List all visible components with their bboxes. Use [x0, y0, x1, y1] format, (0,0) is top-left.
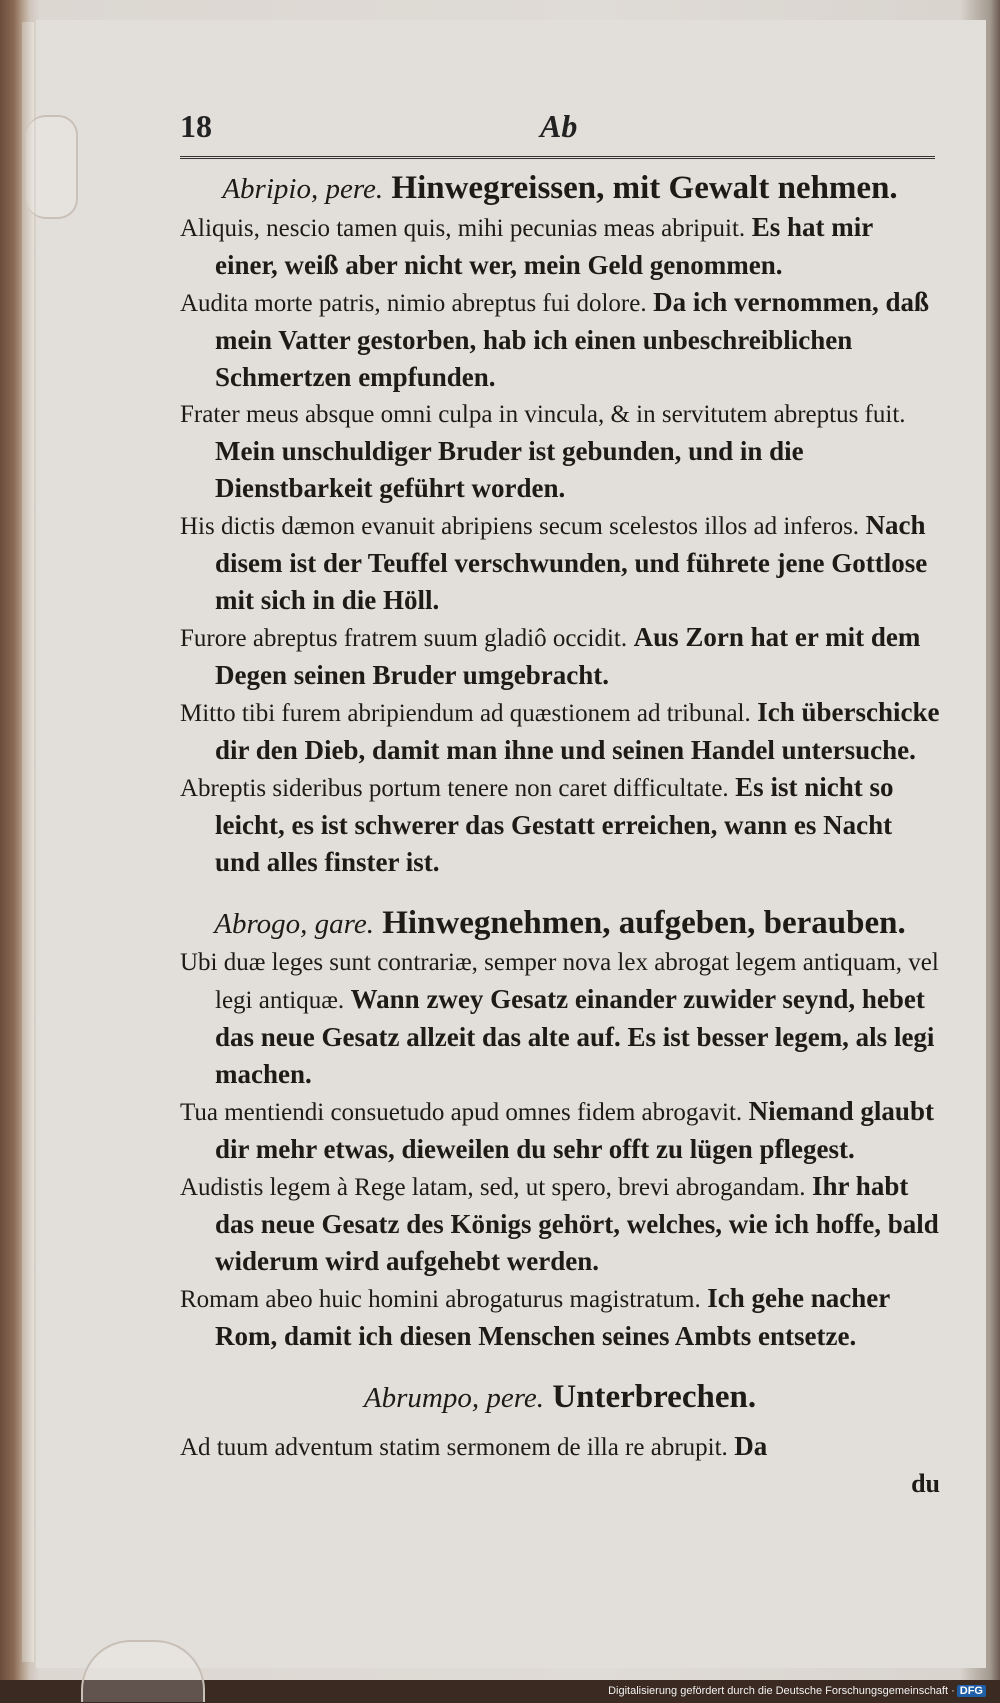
- latin-text: Aliquis, nescio tamen quis, mihi pecunias meas abripuit.: [180, 215, 746, 242]
- running-head: Ab: [540, 108, 578, 144]
- german-text: Wann zwey Gesatz einander zuwider seynd, hebet das neue Gesatz allzeit das alte auf. Es ist besser legem, als legi machen.: [215, 984, 935, 1089]
- latin-text: Audita morte patris, nimio abreptus fui dolore.: [180, 290, 647, 317]
- german-text: Niemand glaubt dir mehr etwas, dieweilen du sehr offt zu lügen pflegest.: [215, 1096, 934, 1164]
- german-text: Ich überschicke dir den Dieb, damit man ihne und seinen Handel untersuche.: [215, 697, 940, 765]
- headword-lemma: Abrogo, gare.: [214, 908, 375, 940]
- german-text: Da: [734, 1431, 768, 1461]
- german-text: Ihr habt das neue Gesatz des Königs gehört, welches, wie ich hoffe, bald widerum wird aufgehebt werden.: [215, 1171, 939, 1276]
- headword-abrogo: [180, 903, 940, 944]
- latin-text: Furore abreptus fratrem suum gladiô occidit.: [180, 625, 628, 652]
- headword-abripio: [180, 168, 940, 209]
- example-entry: [180, 769, 940, 881]
- latin-text: Audistis legem à Rege latam, sed, ut spero, brevi abrogandam.: [180, 1174, 806, 1201]
- page-header: [180, 108, 935, 158]
- page-clip-bottom: [81, 1640, 205, 1702]
- example-entry: [180, 507, 940, 619]
- german-text: Ich gehe nacher Rom, damit ich diesen Menschen seines Ambts entsetze.: [215, 1283, 890, 1351]
- latin-text: Mitto tibi furem abripiendum ad quæstionem ad tribunal.: [180, 700, 751, 727]
- header-rule: [180, 156, 935, 159]
- headword-lemma: Abripio, pere.: [222, 173, 384, 205]
- page-clip-top: [26, 115, 78, 219]
- latin-text: Frater meus absque omni culpa in vincula, & in servitutem abreptus fuit.: [180, 401, 906, 428]
- german-text: Es ist nicht so leicht, es ist schwerer das Gestatt erreichen, wann es Nacht und alles finster ist.: [215, 772, 894, 877]
- latin-text: His dictis dæmon evanuit abripiens secum scelestos illos ad inferos.: [180, 513, 860, 540]
- example-entry: [180, 209, 940, 284]
- example-entry: [180, 284, 940, 396]
- credit-text: Digitalisierung gefördert durch die Deutsche Forschungsgemeinschaft ·: [608, 1685, 955, 1697]
- latin-text: Ad tuum adventum statim sermonem de illa re abrupit.: [180, 1434, 728, 1461]
- latin-text: Ubi duæ leges sunt contrariæ, semper nova lex abrogat legem antiquam, vel legi antiquæ.: [180, 949, 939, 1014]
- page-number: 18: [180, 108, 212, 144]
- example-entry: [180, 1280, 940, 1355]
- german-text: Nach disem ist der Teuffel verschwunden, und führete jene Gottlose mit sich in die Höll.: [215, 510, 928, 615]
- headword-lemma: Abrumpo, pere.: [363, 1382, 545, 1414]
- headword-abrumpo: [180, 1377, 940, 1418]
- dictionary-text: [180, 168, 940, 1502]
- german-text: Da ich vernommen, daß mein Vatter gestorben, hab ich einen unbeschreiblichen Schmertzen empfunden.: [215, 287, 930, 392]
- dfg-logo: DFG: [957, 1685, 986, 1697]
- catchword: du: [911, 1469, 940, 1498]
- example-entry: [180, 694, 940, 769]
- example-entry: [180, 396, 940, 507]
- latin-text: Romam abeo huic homini abrogaturus magistratum.: [180, 1286, 701, 1313]
- headword-meaning: Hinwegreissen, mit Gewalt nehmen.: [391, 170, 898, 206]
- example-entry: [180, 944, 940, 1093]
- example-entry: [180, 1093, 940, 1168]
- german-text: Mein unschuldiger Bruder ist gebunden, und in die Dienstbarkeit geführt worden.: [215, 436, 804, 503]
- latin-text: Tua mentiendi consuetudo apud omnes fidem abrogavit.: [180, 1099, 743, 1126]
- example-entry: [180, 1168, 940, 1280]
- example-entry: [180, 619, 940, 694]
- headword-meaning: Hinwegnehmen, aufgeben, berauben.: [382, 905, 906, 941]
- digitization-credit: [608, 1685, 986, 1697]
- german-text: Es hat mir einer, weiß aber nicht wer, mein Geld genommen.: [215, 212, 873, 280]
- page-edge: [22, 22, 34, 1662]
- latin-text: Abreptis sideribus portum tenere non caret difficultate.: [180, 775, 729, 802]
- headword-meaning: Unterbrechen.: [552, 1379, 757, 1415]
- example-entry: [180, 1428, 940, 1466]
- german-text: Aus Zorn hat er mit dem Degen seinen Bruder umgebracht.: [215, 622, 921, 690]
